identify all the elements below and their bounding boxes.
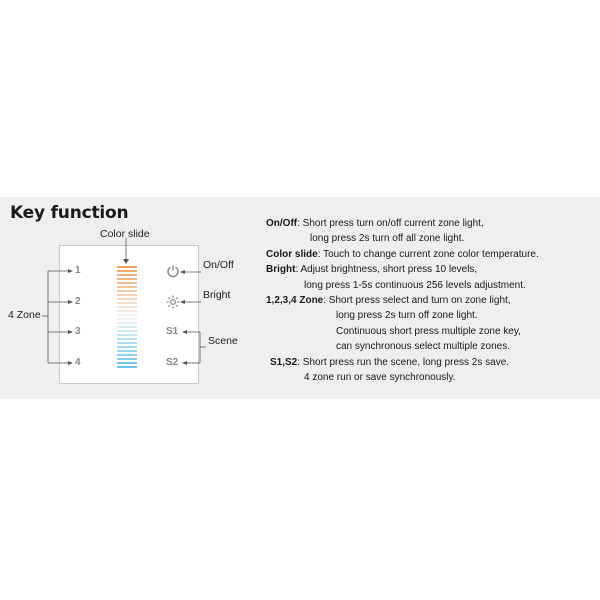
section-title: Key function — [10, 203, 129, 223]
color-slide-segment[interactable] — [117, 286, 137, 288]
scene-key-s1[interactable]: S1 — [166, 326, 179, 337]
description-term: Bright — [266, 264, 296, 276]
color-slide-segment[interactable] — [117, 350, 137, 352]
color-slide-segment[interactable] — [117, 342, 137, 344]
description-line — [266, 293, 511, 308]
description-line — [336, 324, 521, 339]
description-line — [336, 308, 478, 323]
description-text: : Adjust brightness, short press 10 levels, — [295, 264, 478, 276]
scene-label: Scene — [208, 335, 238, 347]
description-text: Continuous short press multiple zone key, — [336, 325, 521, 337]
color-slide-segment[interactable] — [117, 266, 137, 268]
description-text: long press 2s turn off all zone light. — [310, 233, 465, 245]
description-term: 1,2,3,4 Zone — [266, 295, 324, 306]
description-line — [336, 339, 510, 354]
color-slide-segment[interactable] — [117, 302, 137, 304]
description-line — [304, 370, 456, 385]
color-slide-segment[interactable] — [117, 366, 137, 368]
color-slide-label: Color slide — [100, 228, 150, 240]
color-slide-segment[interactable] — [117, 294, 137, 296]
color-slide-segment[interactable] — [117, 330, 137, 332]
color-slide-segment[interactable] — [117, 306, 137, 308]
description-line — [266, 262, 477, 277]
description-line — [266, 247, 539, 262]
color-slide-segment[interactable] — [117, 346, 137, 348]
description-text: long press 2s turn off zone light. — [336, 310, 478, 322]
color-slide-segment[interactable] — [117, 298, 137, 300]
scene-key-s2[interactable]: S2 — [166, 357, 179, 368]
description-text: : Short press turn on/off current zone light, — [297, 218, 484, 229]
color-slide-segment[interactable] — [117, 278, 137, 280]
color-slide-segment[interactable] — [117, 282, 137, 284]
description-text: : Short press run the scene, long press 2s save. — [297, 356, 510, 368]
zone-key-1[interactable]: 1 — [75, 265, 81, 276]
description-text: long press 1-5s continuous 256 levels adjustment. — [304, 279, 526, 291]
description-term: S1,S2 — [270, 356, 298, 368]
description-text: : Touch to change current zone color temperature. — [317, 248, 539, 260]
color-slide-segment[interactable] — [117, 274, 137, 276]
description-term: Color slide — [266, 248, 318, 260]
bright-label: Bright — [203, 289, 231, 301]
zone-key-2[interactable]: 2 — [75, 296, 81, 307]
description-term: On/Off — [266, 218, 298, 229]
description-line — [270, 355, 509, 370]
color-slide-segment[interactable] — [117, 322, 137, 324]
color-slide-segment[interactable] — [117, 270, 137, 272]
color-slide-segment[interactable] — [117, 310, 137, 312]
description-line — [266, 216, 484, 231]
color-slide-segment[interactable] — [117, 318, 137, 320]
color-slide-segment[interactable] — [117, 358, 137, 360]
color-slide-segment[interactable] — [117, 334, 137, 336]
color-slide-segment[interactable] — [117, 290, 137, 292]
zone-key-4[interactable]: 4 — [75, 357, 81, 368]
zone-key-3[interactable]: 3 — [75, 326, 81, 337]
color-slide-segment[interactable] — [117, 362, 137, 364]
color-slide-segment[interactable] — [117, 354, 137, 356]
power-icon[interactable] — [166, 264, 180, 283]
description-text: 4 zone run or save synchronously. — [304, 372, 456, 383]
brightness-icon[interactable] — [166, 295, 180, 314]
description-line — [304, 278, 526, 293]
color-slide — [117, 266, 137, 370]
color-slide-segment[interactable] — [117, 326, 137, 328]
description-line — [310, 231, 464, 246]
description-text: can synchronous select multiple zones. — [336, 341, 510, 353]
on-off-label: On/Off — [203, 259, 234, 271]
color-slide-segment[interactable] — [117, 338, 137, 340]
color-slide-segment[interactable] — [117, 314, 137, 316]
description-text: : Short press select and turn on zone light, — [323, 295, 511, 306]
zone-group-label: 4 Zone — [8, 309, 41, 321]
